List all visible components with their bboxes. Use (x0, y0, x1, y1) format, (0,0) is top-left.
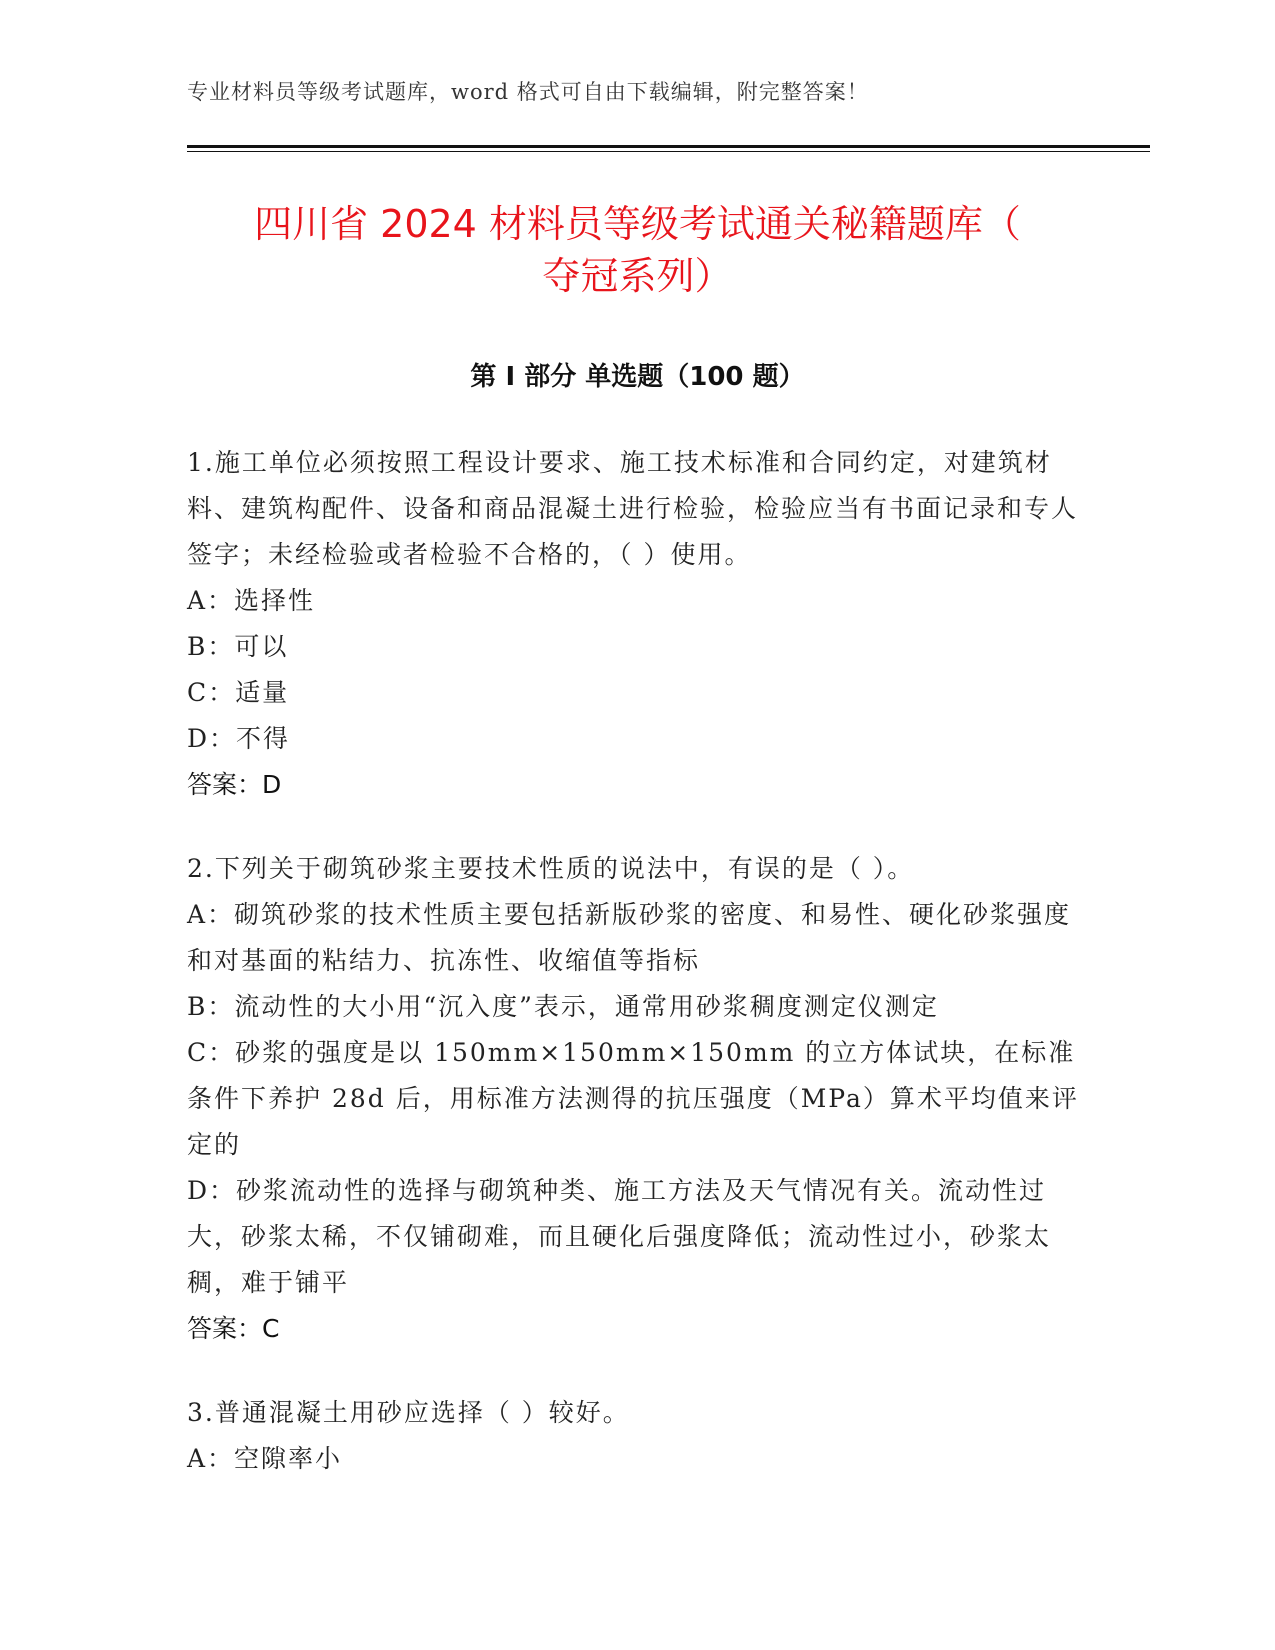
answer: 答案：D (187, 770, 282, 799)
option-d: D：不得 (187, 724, 291, 753)
question-3 (187, 1390, 1087, 1482)
option-c: C：适量 (187, 678, 290, 707)
header-divider-thin (187, 151, 1150, 152)
question-stem: 1.施工单位必须按照工程设计要求、施工技术标准和合同约定，对建筑材料、建筑构配件、设备和商品混凝土进行检验，检验应当有书面记录和专人签字；未经检验或者检验不合格的，（ ）使用。 (187, 448, 1079, 569)
option-a: A：空隙率小 (187, 1444, 343, 1473)
question-1 (187, 440, 1087, 808)
option-b: B：流动性的大小用“沉入度”表示，通常用砂浆稠度测定仪测定 (187, 992, 939, 1021)
answer: 答案：C (187, 1314, 280, 1343)
question-2 (187, 846, 1087, 1352)
question-list (187, 440, 1087, 1520)
option-a: A：砌筑砂浆的技术性质主要包括新版砂浆的密度、和易性、硬化砂浆强度和对基面的粘结力、抗冻性、收缩值等指标 (187, 900, 1072, 975)
header-divider (187, 145, 1150, 148)
document-title-line1: 四川省 2024 材料员等级考试通关秘籍题库（ (254, 202, 1021, 246)
option-b: B：可以 (187, 632, 289, 661)
section-title: 第 I 部分 单选题（100 题） (470, 362, 805, 392)
question-stem: 2.下列关于砌筑砂浆主要技术性质的说法中，有误的是（ ）。 (187, 854, 915, 883)
option-d: D：砂浆流动性的选择与砌筑种类、施工方法及天气情况有关。流动性过大，砂浆太稀，不仅铺砌难，而且硬化后强度降低；流动性过小，砂浆太稠，难于铺平 (187, 1176, 1052, 1297)
document-title (150, 198, 1125, 302)
question-stem: 3.普通混凝土用砂应选择（ ）较好。 (187, 1398, 630, 1427)
option-a: A：选择性 (187, 586, 316, 615)
header-note: 专业材料员等级考试题库，word 格式可自由下载编辑，附完整答案！ (187, 80, 869, 104)
option-c: C：砂浆的强度是以 150mm×150mm×150mm 的立方体试块，在标准条件下养护 28d 后，用标准方法测得的抗压强度（MPa）算术平均值来评定的 (187, 1038, 1079, 1159)
document-title-line2: 夺冠系列） (542, 254, 733, 298)
